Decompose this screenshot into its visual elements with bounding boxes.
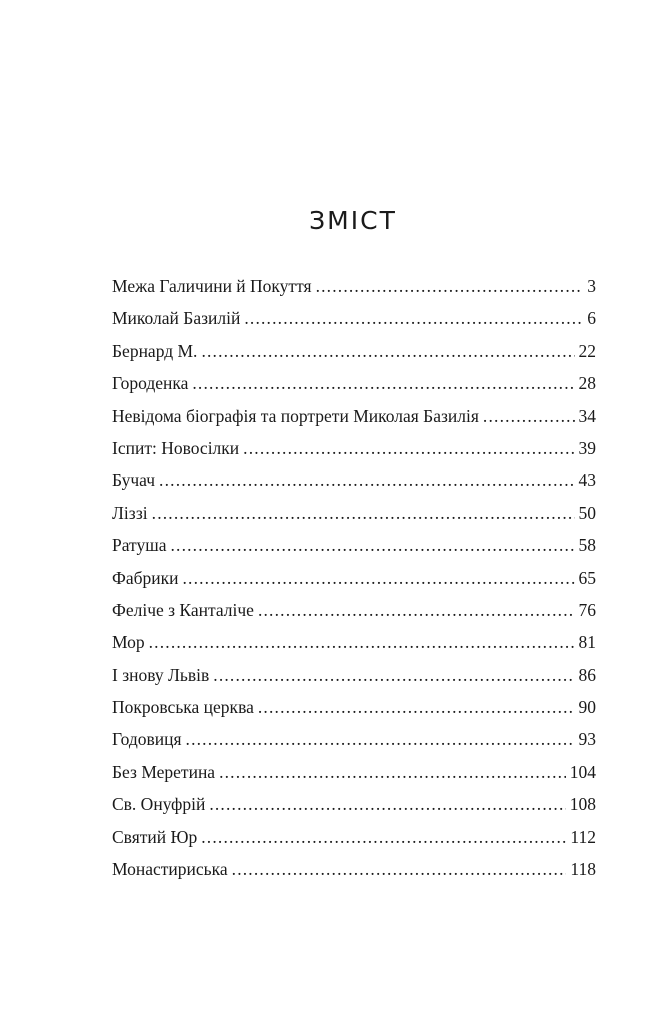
toc-leader-dots [149, 632, 575, 653]
toc-entry-page: 104 [569, 761, 596, 782]
toc-leader-dots [483, 406, 575, 427]
toc-leader-dots [243, 438, 574, 459]
toc-entry [112, 697, 596, 729]
toc-entry-title: Покровська церква [112, 697, 254, 718]
toc-entry-page: 6 [587, 308, 596, 329]
toc-entry-page: 39 [578, 437, 596, 458]
toc-entry-title: Миколай Базилій [112, 308, 241, 329]
toc-entry-title: І знову Львів [112, 664, 210, 685]
toc-entry-page: 93 [578, 729, 596, 750]
toc-leader-dots [258, 697, 575, 718]
toc-leader-dots [232, 859, 567, 880]
toc-entry [112, 600, 596, 632]
toc-entry [112, 794, 596, 826]
toc-entry [112, 438, 596, 470]
toc-entry [112, 341, 596, 373]
toc-entry-title: Мор [112, 632, 145, 653]
toc-entry-page: 28 [578, 373, 596, 394]
toc-entry-title: Бернард М. [112, 340, 198, 361]
toc-leader-dots [170, 535, 574, 556]
toc-entry-page: 112 [570, 826, 596, 847]
table-of-contents [112, 276, 596, 891]
toc-entry [112, 276, 596, 308]
toc-entry [112, 373, 596, 405]
toc-leader-dots [209, 794, 565, 815]
toc-entry-title: Святий Юр [112, 826, 198, 847]
toc-entry-title: Монастириська [112, 859, 228, 880]
toc-leader-dots [201, 827, 566, 848]
toc-entry-title: Городенка [112, 373, 189, 394]
toc-entry-title: Невідома біографія та портрети Миколая Базилія [112, 405, 479, 426]
toc-entry-page: 58 [578, 535, 596, 556]
toc-entry-title: Феліче з Канталіче [112, 599, 254, 620]
toc-entry [112, 308, 596, 340]
toc-entry [112, 827, 596, 859]
toc-leader-dots [316, 276, 584, 297]
toc-leader-dots [213, 665, 574, 686]
toc-entry-title: Іспит: Новосілки [112, 437, 240, 458]
toc-leader-dots [182, 568, 574, 589]
toc-entry [112, 665, 596, 697]
toc-entry-page: 90 [578, 697, 596, 718]
toc-leader-dots [201, 341, 574, 362]
toc-entry-page: 65 [578, 567, 596, 588]
toc-entry-title: Ратуша [112, 535, 167, 556]
toc-entry-page: 43 [578, 470, 596, 491]
toc-entry [112, 535, 596, 567]
page-title: ЗМІСТ [309, 206, 397, 235]
toc-entry-title: Св. Онуфрій [112, 794, 206, 815]
toc-entry [112, 729, 596, 761]
toc-entry-page: 118 [570, 859, 596, 880]
toc-entry-page: 34 [578, 405, 596, 426]
toc-entry [112, 503, 596, 535]
toc-leader-dots [219, 762, 566, 783]
toc-entry [112, 859, 596, 891]
toc-entry-title: Годовиця [112, 729, 182, 750]
toc-entry-page: 22 [578, 340, 596, 361]
toc-entry-page: 86 [578, 664, 596, 685]
toc-entry-page: 50 [578, 502, 596, 523]
toc-entry [112, 568, 596, 600]
toc-leader-dots [244, 308, 583, 329]
toc-entry [112, 406, 596, 438]
toc-leader-dots [258, 600, 575, 621]
toc-entry-title: Без Меретина [112, 761, 216, 782]
toc-leader-dots [152, 503, 575, 524]
toc-entry-title: Фабрики [112, 567, 179, 588]
toc-entry [112, 470, 596, 502]
toc-entry-title: Межа Галичини й Покуття [112, 276, 312, 296]
toc-entry-page: 108 [569, 794, 596, 815]
toc-entry-title: Бучач [112, 470, 156, 491]
toc-leader-dots [186, 729, 575, 750]
toc-entry [112, 632, 596, 664]
toc-entry-page: 76 [578, 599, 596, 620]
toc-entry [112, 762, 596, 794]
toc-leader-dots [159, 470, 574, 491]
toc-entry-page: 3 [587, 276, 596, 296]
toc-leader-dots [192, 373, 574, 394]
toc-entry-title: Ліззі [112, 502, 148, 523]
toc-entry-page: 81 [578, 632, 596, 653]
